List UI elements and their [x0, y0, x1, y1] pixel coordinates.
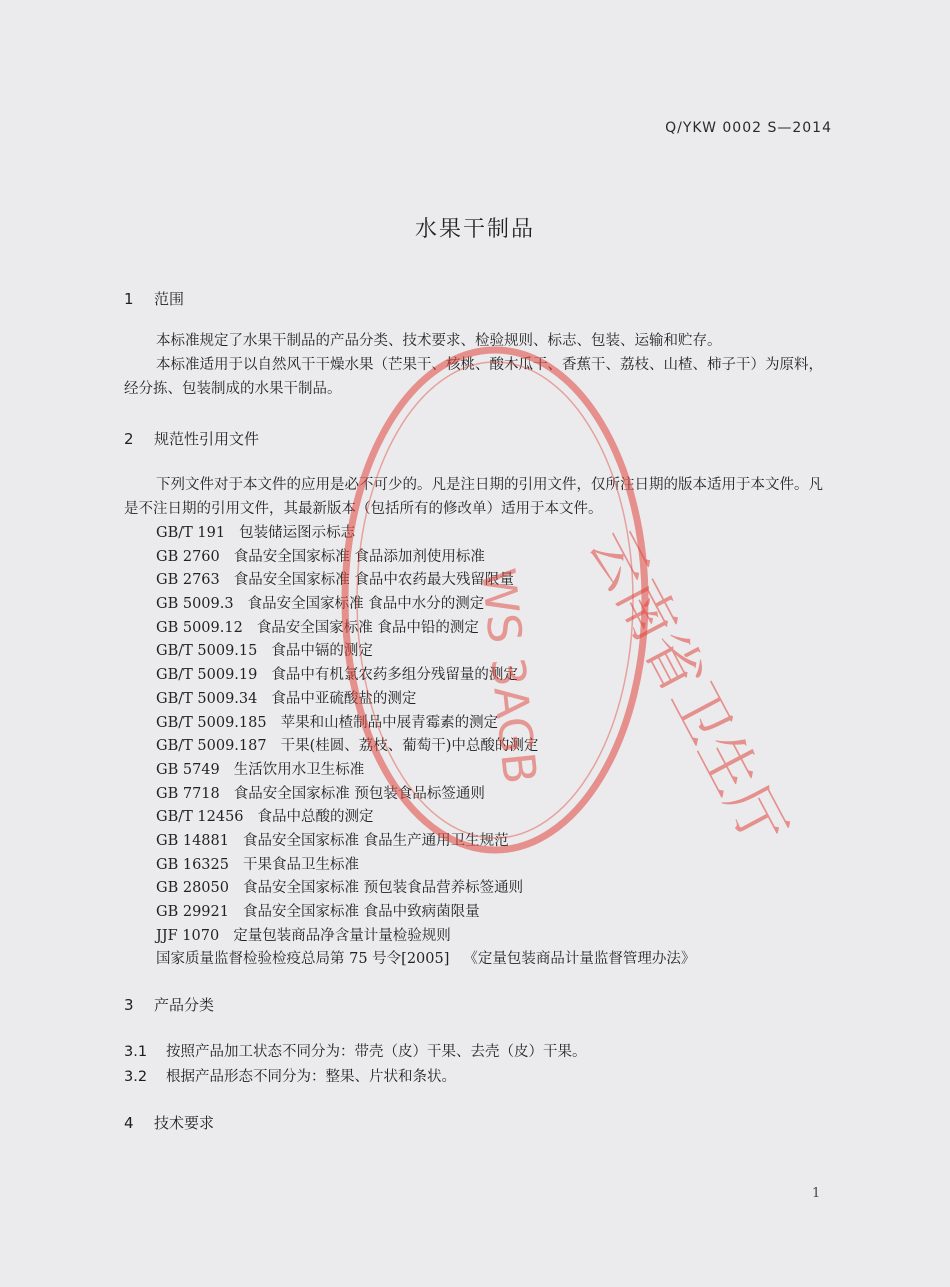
reference-title: 苹果和山楂制品中展青霉素的测定 [280, 714, 499, 731]
reference-item [156, 569, 695, 593]
reference-title: 食品中镉的测定 [271, 643, 373, 660]
reference-title: 食品安全国家标准 食品中致病菌限量 [242, 904, 480, 920]
reference-code: GB/T 191 [156, 525, 226, 541]
reference-title: 包装储运图示标志 [239, 525, 356, 541]
reference-title: 食品安全国家标准 食品生产通用卫生规范 [242, 832, 509, 849]
reference-title: 干果(桂圆、荔枝、葡萄干)中总酸的测定 [280, 738, 539, 755]
reference-item [156, 948, 695, 972]
reference-code: GB 7718 [156, 785, 220, 802]
reference-title: 食品安全国家标准 食品中铅的测定 [256, 619, 479, 636]
reference-title: 食品安全国家标准 食品中农药最大残留限量 [233, 572, 514, 589]
reference-code: GB/T 5009.185 [156, 714, 267, 731]
reference-code: JJF 1070 [156, 927, 220, 944]
section-number: 3 [124, 996, 134, 1014]
section-2-heading [124, 428, 259, 449]
reference-code: GB 5009.3 [156, 596, 234, 613]
reference-title: 食品安全国家标准 食品中水分的测定 [247, 596, 485, 613]
section-number: 4 [124, 1114, 134, 1132]
page-number: 1 [812, 1186, 821, 1201]
reference-code: GB 16325 [156, 856, 229, 873]
reference-code: GB/T 5009.15 [156, 643, 258, 660]
section-4-heading [124, 1112, 214, 1133]
reference-code: 国家质量监督检验检疫总局第 75 号令[2005] [156, 951, 450, 968]
seal-text-mid: WS 3AGB [470, 565, 548, 787]
reference-code: GB/T 5009.19 [156, 667, 258, 684]
reference-title: 食品安全国家标准 预包装食品标签通则 [233, 785, 485, 802]
document-title: 水果干制品 [414, 217, 535, 242]
seal-text-top: 云南省卫生厅 [575, 517, 800, 857]
classification-item [124, 1040, 587, 1065]
reference-item [156, 925, 695, 949]
reference-item [156, 617, 695, 641]
classification-list [124, 1040, 587, 1090]
scope-paragraph-2: 本标准适用于以自然风干干燥水果（芒果干、核桃、酸木瓜干、香蕉干、荔枝、山楂、柿子干）为原料，经分拣、包装制成的水果干制品。 [124, 357, 823, 397]
section-title: 规范性引用文件 [154, 430, 260, 448]
reference-item [156, 522, 695, 546]
reference-code: GB 2763 [156, 572, 220, 589]
section-title: 技术要求 [154, 1114, 215, 1132]
reference-code: GB 5749 [156, 761, 220, 778]
section-3-heading [124, 994, 214, 1015]
reference-item [156, 735, 695, 759]
section-title: 范围 [154, 290, 185, 308]
reference-title: 食品安全国家标准 食品添加剂使用标准 [233, 548, 485, 565]
references-intro [124, 473, 836, 521]
classification-item [124, 1065, 587, 1090]
scope-text [124, 329, 836, 401]
reference-code: GB 5009.12 [156, 619, 243, 636]
section-1-heading [124, 288, 184, 309]
clause-text: 根据产品形态不同分为：整果、片状和条状。 [166, 1069, 456, 1085]
document-code: Q/YKW 0002 S—2014 [665, 120, 832, 136]
reference-item [156, 783, 695, 807]
reference-title: 食品安全国家标准 预包装食品营养标签通则 [242, 880, 524, 897]
reference-code: GB/T 5009.34 [156, 690, 258, 707]
reference-code: GB 14881 [156, 832, 229, 849]
reference-code: GB 2760 [156, 548, 220, 565]
reference-item [156, 854, 695, 878]
section-number: 2 [124, 430, 134, 448]
reference-item [156, 593, 695, 617]
reference-item [156, 806, 695, 830]
reference-item [156, 546, 695, 570]
reference-code: GB/T 5009.187 [156, 738, 267, 755]
reference-title: 生活饮用水卫生标准 [233, 761, 365, 778]
clause-number: 3.2 [124, 1069, 148, 1085]
reference-code: GB 28050 [156, 880, 229, 897]
reference-item [156, 759, 695, 783]
reference-title: 食品中有机氯农药多组分残留量的测定 [271, 667, 518, 684]
reference-title: 定量包装商品净含量计量检验规则 [233, 927, 451, 944]
clause-text: 按照产品加工状态不同分为：带壳（皮）干果、去壳（皮）干果。 [166, 1044, 587, 1060]
section-number: 1 [124, 290, 134, 308]
reference-title: 食品中总酸的测定 [257, 809, 374, 826]
reference-item [156, 688, 695, 712]
reference-item [156, 712, 695, 736]
reference-item [156, 640, 695, 664]
references-list [156, 522, 695, 972]
reference-code: GB/T 12456 [156, 809, 244, 826]
reference-item [156, 877, 695, 901]
reference-item [156, 901, 695, 925]
reference-item [156, 830, 695, 854]
reference-title: 食品中亚硫酸盐的测定 [271, 690, 417, 707]
clause-number: 3.1 [124, 1044, 148, 1060]
reference-title: 《定量包装商品计量监督管理办法》 [463, 951, 696, 968]
reference-item [156, 664, 695, 688]
section-title: 产品分类 [154, 996, 215, 1014]
references-intro-text: 下列文件对于本文件的应用是必不可少的。凡是注日期的引用文件，仅所注日期的版本适用于本文件。凡是不注日期的引用文件，其最新版本（包括所有的修改单）适用于本文件。 [124, 477, 823, 517]
reference-code: GB 29921 [156, 904, 229, 920]
scope-paragraph-1: 本标准规定了水果干制品的产品分类、技术要求、检验规则、标志、包装、运输和贮存。 [156, 333, 722, 349]
reference-title: 干果食品卫生标准 [242, 856, 359, 873]
